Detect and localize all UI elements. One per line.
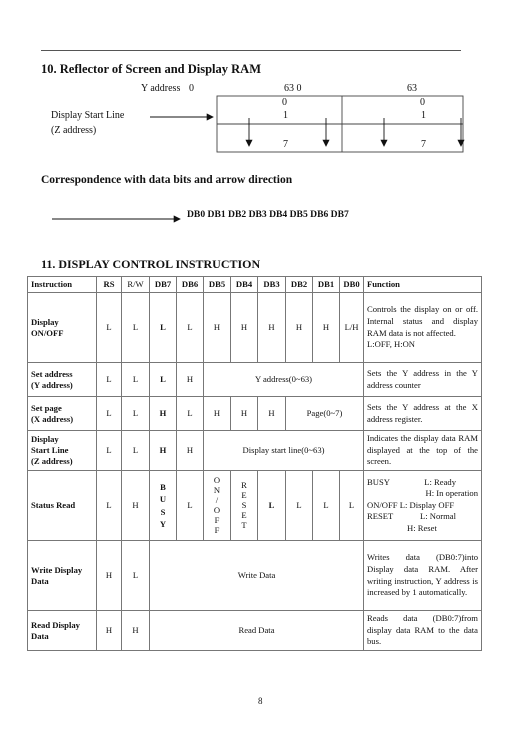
correspondence-title: Correspondence with data bits and arrow direction	[41, 174, 293, 186]
right-col-7: 7	[421, 139, 426, 150]
y-value-63: 63	[407, 83, 417, 94]
header-db2: DB2	[286, 277, 313, 293]
table-row: Display ON/OFF L L L L H H H H H L/H Controls the display on or off. Internal status and display RAM data is not affected. L:OFF, H:ON	[28, 293, 482, 363]
left-col-1: 1	[283, 110, 288, 121]
instruction-name: Set address (Y address)	[28, 363, 97, 397]
table-row: Set address (Y address) L L L H Y address(0~63) Sets the Y address in the Y address counter	[28, 363, 482, 397]
instruction-name: Status Read	[28, 471, 97, 541]
y-value-63-0: 63 0	[284, 83, 302, 94]
table-row: Read Display Data H H Read Data Reads data (DB0:7)from display data RAM to the data bus.	[28, 611, 482, 651]
y-value-0: 0	[189, 83, 194, 94]
header-db6: DB6	[177, 277, 204, 293]
header-db4: DB4	[231, 277, 258, 293]
data-bits-label: DB0 DB1 DB2 DB3 DB4 DB5 DB6 DB7	[187, 209, 349, 220]
y-address-label: Y address	[141, 83, 181, 94]
start-line-label: Display Start Line	[51, 110, 125, 121]
header-row	[28, 277, 482, 293]
instruction-name: Write Display Data	[28, 541, 97, 611]
status-function-cell: BUSY L: Ready H: In operation ON/OFF L: Display OFF RESET L: Normal H: Reset	[364, 471, 482, 541]
right-col-0: 0	[420, 97, 425, 108]
right-col-1: 1	[421, 110, 426, 121]
header-db1: DB1	[313, 277, 340, 293]
table-row: Status Read L H B U S Y L O N / O F F R E S E T L L L L BUSY L: Ready H: In operation ON/OFF L: Display OFF RESET L: Normal H: Reset	[28, 471, 482, 541]
onoff-bit: O N / O F F	[204, 471, 231, 541]
header-db0: DB0	[340, 277, 364, 293]
display-control-table	[27, 276, 482, 651]
page-number: 8	[258, 696, 263, 706]
section-10-title: 10. Reflector of Screen and Display RAM	[41, 62, 261, 76]
busy-bit: B U S Y	[150, 471, 177, 541]
header-function: Function	[364, 277, 482, 293]
table-row: Display Start Line (Z address) L L H H Display start line(0~63) Indicates the display data RAM displayed at the top of the screen.	[28, 431, 482, 471]
instruction-name: Set page (X address)	[28, 397, 97, 431]
reset-bit: R E S E T	[231, 471, 258, 541]
header-rw: R/W	[122, 277, 150, 293]
instruction-name: Display Start Line (Z address)	[28, 431, 97, 471]
section-11-title: 11. DISPLAY CONTROL INSTRUCTION	[41, 257, 261, 271]
left-col-0: 0	[282, 97, 287, 108]
ram-diagram	[0, 0, 531, 170]
left-col-7: 7	[283, 139, 288, 150]
header-db5: DB5	[204, 277, 231, 293]
header-rs: RS	[97, 277, 122, 293]
z-address-label: (Z address)	[51, 125, 97, 136]
header-instruction: Instruction	[28, 277, 97, 293]
instruction-name: Read Display Data	[28, 611, 97, 651]
header-db3: DB3	[258, 277, 286, 293]
function-cell: Controls the display on or off. Internal status and display RAM data is not affected. L:OFF, H:ON	[364, 293, 482, 363]
table-row: Write Display Data H L Write Data Writes data (DB0:7)into Display data RAM. After writing instruction, Y address is increased by 1 automatically.	[28, 541, 482, 611]
table-row: Set page (X address) L L H L H H H Page(0~7) Sets the Y address at the X address register.	[28, 397, 482, 431]
instruction-name: Display ON/OFF	[28, 293, 97, 363]
header-db7: DB7	[150, 277, 177, 293]
